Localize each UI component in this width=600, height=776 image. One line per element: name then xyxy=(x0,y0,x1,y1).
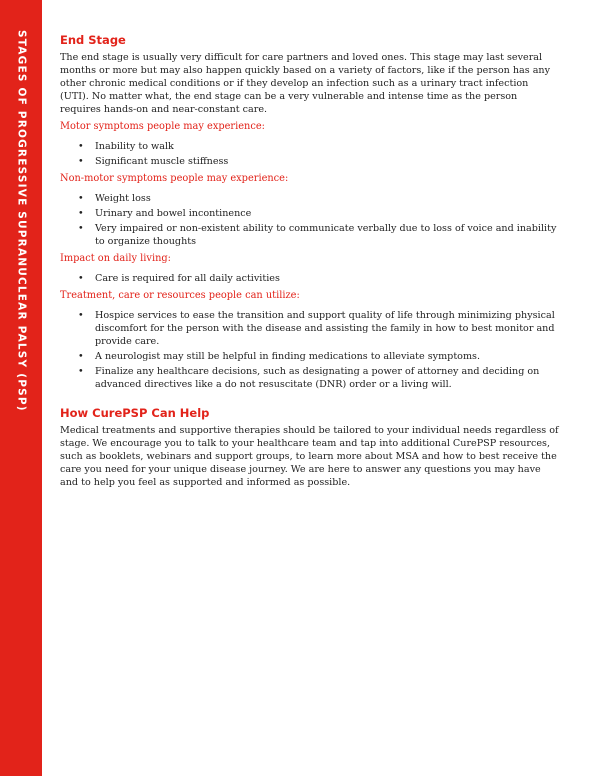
daily-living-list xyxy=(60,272,560,285)
sidebar-band xyxy=(0,0,42,776)
list-item: • A neurologist may still be helpful in finding medications to alleviate symptoms. xyxy=(60,350,560,363)
end-stage-intro: The end stage is usually very difficult for care partners and loved ones. This stage may last several months or more but may also happen quickly based on a variety of factors, like if the person has any other chronic medical conditions or if they develop an infection such as a urinary tract infection (UTI). No matter what, the end stage can be a very vulnerable and intense time as the person requires hands-on and near-constant care. xyxy=(60,52,551,115)
end-stage-heading: End Stage xyxy=(60,33,126,47)
nonmotor-symptoms-list xyxy=(60,192,560,248)
list-item: • Significant muscle stiffness xyxy=(60,155,560,168)
list-item: • Very impaired or non-existent ability to communicate verbally due to loss of voice and inability to organize thoughts xyxy=(60,222,560,248)
sidebar-title: STAGES OF PROGRESSIVE SUPRANUCLEAR PALSY (PSP) xyxy=(15,30,28,412)
list-item: • Inability to walk xyxy=(60,140,560,153)
help-heading: How CurePSP Can Help xyxy=(60,406,210,420)
motor-symptoms-heading: Motor symptoms people may experience: xyxy=(60,121,265,132)
list-item: • Urinary and bowel incontinence xyxy=(60,207,560,220)
list-item: • Weight loss xyxy=(60,192,560,205)
daily-living-heading: Impact on daily living: xyxy=(60,253,171,264)
treatment-heading: Treatment, care or resources people can utilize: xyxy=(60,290,300,301)
nonmotor-symptoms-heading: Non-motor symptoms people may experience: xyxy=(60,173,289,184)
main-content xyxy=(60,32,560,489)
list-item: • Hospice services to ease the transition and support quality of life through minimizing physical discomfort for the person with the disease and assisting the family in how to best monitor and provide care. xyxy=(60,309,560,348)
help-body: Medical treatments and supportive therapies should be tailored to your individual needs regardless of stage. We encourage you to talk to your healthcare team and tap into additional CurePSP resources, such as booklets, webinars and support groups, to learn more about MSA and how to best receive the care you need for your unique disease journey. We are here to answer any questions you may have and to help you feel as supported and informed as possible. xyxy=(60,425,559,488)
list-item: • Finalize any healthcare decisions, such as designating a power of attorney and deciding on advanced directives like a do not resuscitate (DNR) order or a living will. xyxy=(60,365,560,391)
treatment-list xyxy=(60,309,560,391)
list-item: • Care is required for all daily activities xyxy=(60,272,560,285)
motor-symptoms-list xyxy=(60,140,560,168)
help-section xyxy=(60,405,560,489)
